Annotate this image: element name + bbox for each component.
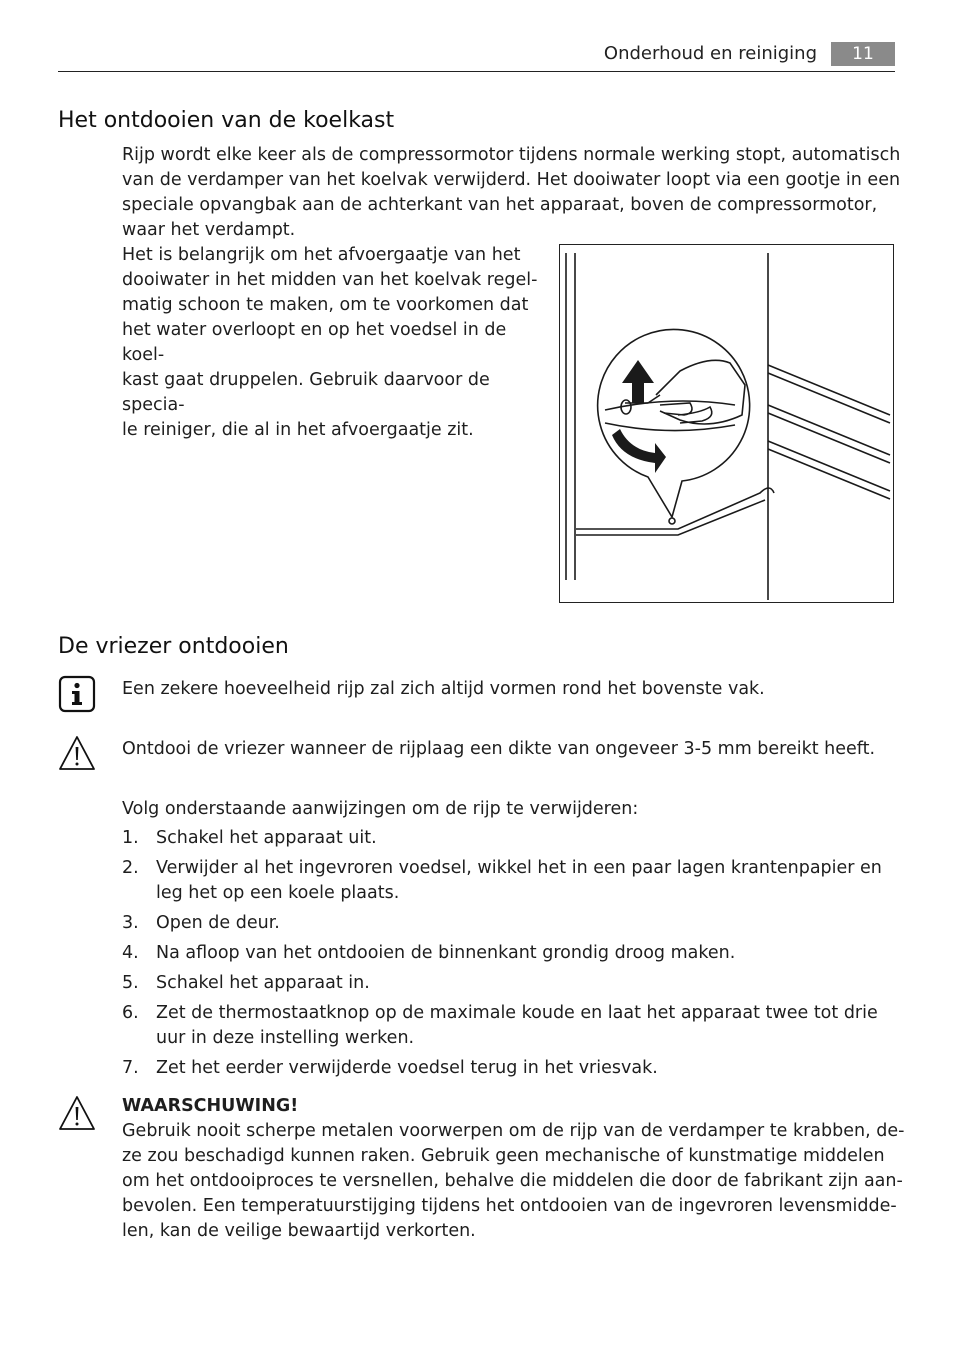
page-number: 11 (831, 42, 895, 66)
header-title: Onderhoud en reiniging (603, 43, 817, 64)
list-item: 3. Open de deur. (122, 913, 280, 933)
warning-triangle-icon (58, 1094, 96, 1132)
defrost-paragraph-1: Rijp wordt elke keer als de compressormotor tijdens normale werking stopt, automatisch van de verdamper van het koelvak verwijderd. Het dooiwater loopt via een gootje in een speciale opvangbak aan de achterkant van het apparaat, boven de compressormotor, waar het verdampt. (122, 145, 901, 240)
drain-cleaning-drawing (560, 245, 893, 602)
info-icon (58, 675, 96, 713)
list-item: 1. Schakel het apparaat uit. (122, 828, 377, 848)
defrost-paragraph-2: Het is belangrijk om het afvoergaatje van het dooiwater in het midden van het koelvak regel- matig schoon te maken, om te voorkomen dat het water overloopt en op het voedsel in de koel- kast gaat druppelen. Gebruik daarvoor de specia- le reiniger, die al in het afvoergaatje zit. (122, 245, 538, 440)
drain-hole-illustration (559, 244, 894, 603)
list-item: 7. Zet het eerder verwijderde voedsel terug in het vriesvak. (122, 1058, 658, 1078)
warning-title: WAARSCHUWING! (122, 1096, 299, 1116)
warning-block: WAARSCHUWING! Gebruik nooit scherpe metalen voorwerpen om de rijp van de verdamper te krabben, de- ze zou beschadigd kunnen raken. Gebruik geen mechanische of kunstmatige middelen om het ontdooiproces te versnellen, behalve die middelen die door de fabrikant zijn aan- bevolen. Een temperatuurstijging tijdens het ontdooien van de ingevroren levensmidde- len, kan de veilige bewaartijd verkorten. (122, 1094, 912, 1244)
list-item: 4. Na afloop van het ontdooien de binnenkant grondig droog maken. (122, 943, 736, 963)
info-note: Een zekere hoeveelheid rijp zal zich altijd vormen rond het bovenste vak. (122, 679, 765, 699)
steps-intro: Volg onderstaande aanwijzingen om de rijp te verwijderen: (122, 799, 639, 819)
section-heading-refrigerator-defrost: Het ontdooien van de koelkast (58, 108, 395, 133)
section-heading-freezer-defrost: De vriezer ontdooien (58, 634, 289, 659)
list-item: 6. Zet de thermostaatknop op de maximale koude en laat het apparaat twee tot drie uur in deze instelling werken. (122, 1003, 878, 1048)
defrost-steps-list (122, 826, 892, 1086)
list-item: 2. Verwijder al het ingevroren voedsel, wikkel het in een paar lagen krantenpapier en leg het op een koele plaats. (122, 858, 882, 903)
caution-note: Ontdooi de vriezer wanneer de rijplaag een dikte van ongeveer 3-5 mm bereikt heeft. (122, 739, 876, 759)
list-item: 5. Schakel het apparaat in. (122, 973, 370, 993)
warning-triangle-icon (58, 734, 96, 772)
page-header (58, 40, 895, 72)
